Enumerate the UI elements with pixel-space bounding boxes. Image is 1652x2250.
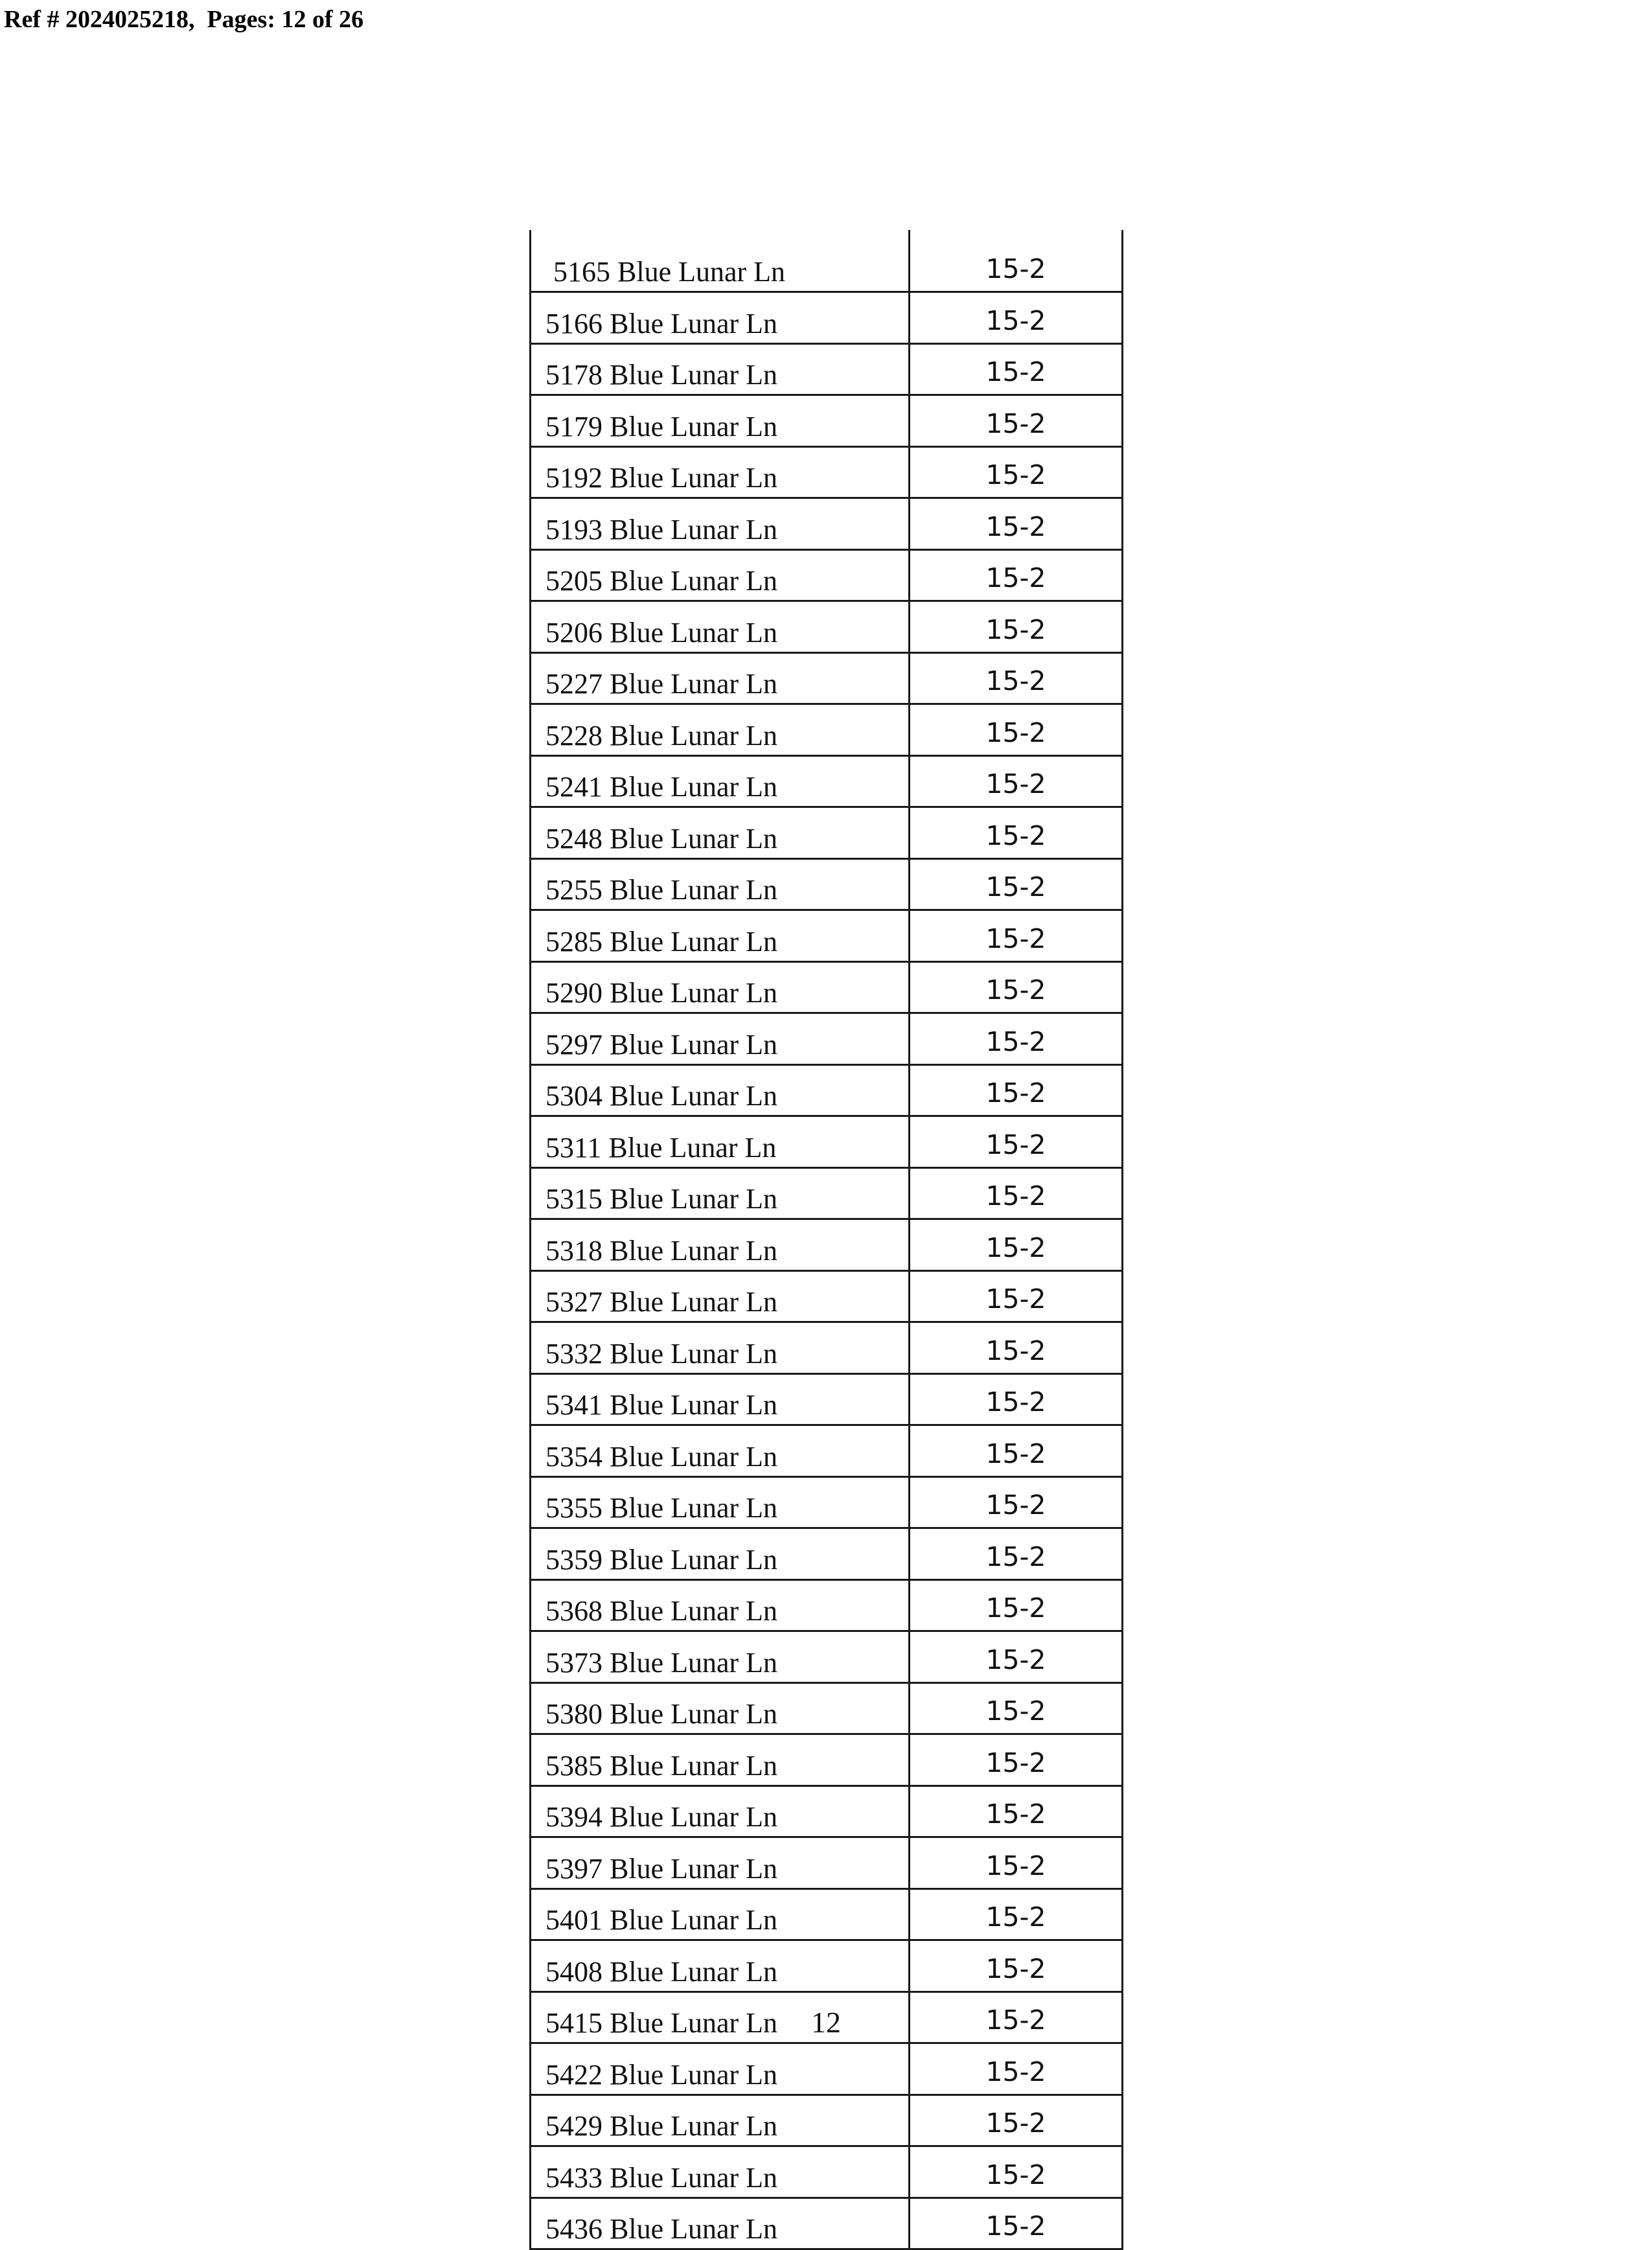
table-row: [531, 1631, 1123, 1683]
address-cell: 5205 Blue Lunar Ln: [531, 549, 910, 601]
lot-code-cell: 15-2: [910, 1631, 1123, 1683]
table-row: [531, 2095, 1123, 2146]
table-row: [531, 652, 1123, 704]
lot-code-cell: 15-2: [910, 1116, 1123, 1168]
address-cell: 5408 Blue Lunar Ln: [531, 1940, 910, 1992]
lot-code-cell: 15-2: [910, 1992, 1123, 2043]
address-cell: 5422 Blue Lunar Ln: [531, 2043, 910, 2095]
table-row: [531, 1270, 1123, 1322]
table-row: [531, 1940, 1123, 1992]
address-cell: 5248 Blue Lunar Ln: [531, 807, 910, 859]
table-row: [531, 498, 1123, 550]
lot-code-cell: 15-2: [910, 807, 1123, 859]
address-cell: 5359 Blue Lunar Ln: [531, 1528, 910, 1580]
lot-code-cell: 15-2: [910, 1528, 1123, 1580]
lot-code-cell: 15-2: [910, 1167, 1123, 1219]
address-cell: 5206 Blue Lunar Ln: [531, 601, 910, 653]
table-row: [531, 2146, 1123, 2198]
table-row: [531, 910, 1123, 962]
table-row: [531, 1116, 1123, 1168]
address-cell: 5341 Blue Lunar Ln: [531, 1373, 910, 1425]
table-row: [531, 1579, 1123, 1631]
address-cell: 5178 Blue Lunar Ln: [531, 343, 910, 395]
address-cell: 5401 Blue Lunar Ln: [531, 1888, 910, 1940]
address-cell: 5368 Blue Lunar Ln: [531, 1579, 910, 1631]
address-cell: 5415 Blue Lunar Ln: [531, 1992, 910, 2043]
table-row: [531, 1219, 1123, 1271]
lot-code-cell: 15-2: [910, 1219, 1123, 1271]
table-row: [531, 1476, 1123, 1528]
recording-reference-header: Ref # 2024025218, Pages: 12 of 26: [4, 6, 364, 33]
lot-code-cell: 15-2: [910, 498, 1123, 550]
lot-code-cell: 15-2: [910, 1940, 1123, 1992]
address-cell: 5165 Blue Lunar Ln: [531, 230, 910, 292]
address-cell: 5380 Blue Lunar Ln: [531, 1682, 910, 1734]
lot-code-cell: 15-2: [910, 1476, 1123, 1528]
address-cell: 5311 Blue Lunar Ln: [531, 1116, 910, 1168]
lot-code-cell: 15-2: [910, 1579, 1123, 1631]
lot-code-cell: 15-2: [910, 1322, 1123, 1374]
lot-code-cell: 15-2: [910, 1013, 1123, 1065]
address-cell: 5179 Blue Lunar Ln: [531, 395, 910, 447]
address-cell: 5354 Blue Lunar Ln: [531, 1425, 910, 1477]
table-row: [531, 755, 1123, 807]
table-row: [531, 858, 1123, 910]
address-cell: 5255 Blue Lunar Ln: [531, 858, 910, 910]
address-cell: 5436 Blue Lunar Ln: [531, 2198, 910, 2249]
lot-code-cell: 15-2: [910, 1888, 1123, 1940]
address-cell: 5355 Blue Lunar Ln: [531, 1476, 910, 1528]
lot-code-cell: 15-2: [910, 549, 1123, 601]
table-row: [531, 1528, 1123, 1580]
lot-code-cell: 15-2: [910, 755, 1123, 807]
table-row: [531, 1785, 1123, 1837]
table-row: [531, 292, 1123, 344]
page-number: 12: [811, 2006, 841, 2039]
lot-code-cell: 15-2: [910, 2198, 1123, 2249]
address-cell: 5394 Blue Lunar Ln: [531, 1785, 910, 1837]
lot-code-cell: 15-2: [910, 1373, 1123, 1425]
address-cell: 5315 Blue Lunar Ln: [531, 1167, 910, 1219]
table-row: [531, 1734, 1123, 1786]
lot-code-cell: 15-2: [910, 601, 1123, 653]
lot-code-cell: 15-2: [910, 2146, 1123, 2198]
lot-code-cell: 15-2: [910, 961, 1123, 1013]
address-cell: 5290 Blue Lunar Ln: [531, 961, 910, 1013]
table-row: [531, 395, 1123, 447]
lot-code-cell: 15-2: [910, 1425, 1123, 1477]
table-row: [531, 446, 1123, 498]
table-row: [531, 1682, 1123, 1734]
address-cell: 5241 Blue Lunar Ln: [531, 755, 910, 807]
address-cell: 5433 Blue Lunar Ln: [531, 2146, 910, 2198]
table-row: [531, 1425, 1123, 1477]
lot-code-cell: 15-2: [910, 1837, 1123, 1889]
lot-code-cell: 15-2: [910, 230, 1123, 292]
address-cell: 5227 Blue Lunar Ln: [531, 652, 910, 704]
address-cell: 5192 Blue Lunar Ln: [531, 446, 910, 498]
address-table-body: [531, 230, 1123, 2249]
table-row: [531, 1064, 1123, 1116]
address-cell: 5304 Blue Lunar Ln: [531, 1064, 910, 1116]
address-cell: 5385 Blue Lunar Ln: [531, 1734, 910, 1786]
lot-code-cell: 15-2: [910, 2095, 1123, 2146]
address-cell: 5332 Blue Lunar Ln: [531, 1322, 910, 1374]
lot-code-cell: 15-2: [910, 858, 1123, 910]
table-row: [531, 2043, 1123, 2095]
address-cell: 5429 Blue Lunar Ln: [531, 2095, 910, 2146]
table-row: [531, 343, 1123, 395]
lot-code-cell: 15-2: [910, 1785, 1123, 1837]
table-row: [531, 807, 1123, 859]
table-row: [531, 1167, 1123, 1219]
table-row: [531, 2198, 1123, 2249]
table-row: [531, 230, 1123, 292]
address-cell: 5397 Blue Lunar Ln: [531, 1837, 910, 1889]
lot-code-cell: 15-2: [910, 652, 1123, 704]
address-cell: 5297 Blue Lunar Ln: [531, 1013, 910, 1065]
lot-code-cell: 15-2: [910, 1064, 1123, 1116]
lot-code-cell: 15-2: [910, 343, 1123, 395]
table-row: [531, 704, 1123, 756]
lot-code-cell: 15-2: [910, 395, 1123, 447]
lot-code-cell: 15-2: [910, 292, 1123, 344]
address-cell: 5318 Blue Lunar Ln: [531, 1219, 910, 1271]
lot-code-cell: 15-2: [910, 704, 1123, 756]
table-row: [531, 549, 1123, 601]
address-cell: 5166 Blue Lunar Ln: [531, 292, 910, 344]
table-row: [531, 1373, 1123, 1425]
table-row: [531, 1322, 1123, 1374]
address-table: [529, 230, 1123, 2250]
table-row: [531, 1888, 1123, 1940]
lot-code-cell: 15-2: [910, 446, 1123, 498]
address-cell: 5285 Blue Lunar Ln: [531, 910, 910, 962]
table-row: [531, 1013, 1123, 1065]
lot-code-cell: 15-2: [910, 1270, 1123, 1322]
lot-code-cell: 15-2: [910, 2043, 1123, 2095]
address-cell: 5193 Blue Lunar Ln: [531, 498, 910, 550]
lot-code-cell: 15-2: [910, 910, 1123, 962]
lot-code-cell: 15-2: [910, 1734, 1123, 1786]
table-row: [531, 1837, 1123, 1889]
lot-code-cell: 15-2: [910, 1682, 1123, 1734]
table-row: [531, 961, 1123, 1013]
address-cell: 5228 Blue Lunar Ln: [531, 704, 910, 756]
table-row: [531, 601, 1123, 653]
address-cell: 5373 Blue Lunar Ln: [531, 1631, 910, 1683]
address-cell: 5327 Blue Lunar Ln: [531, 1270, 910, 1322]
